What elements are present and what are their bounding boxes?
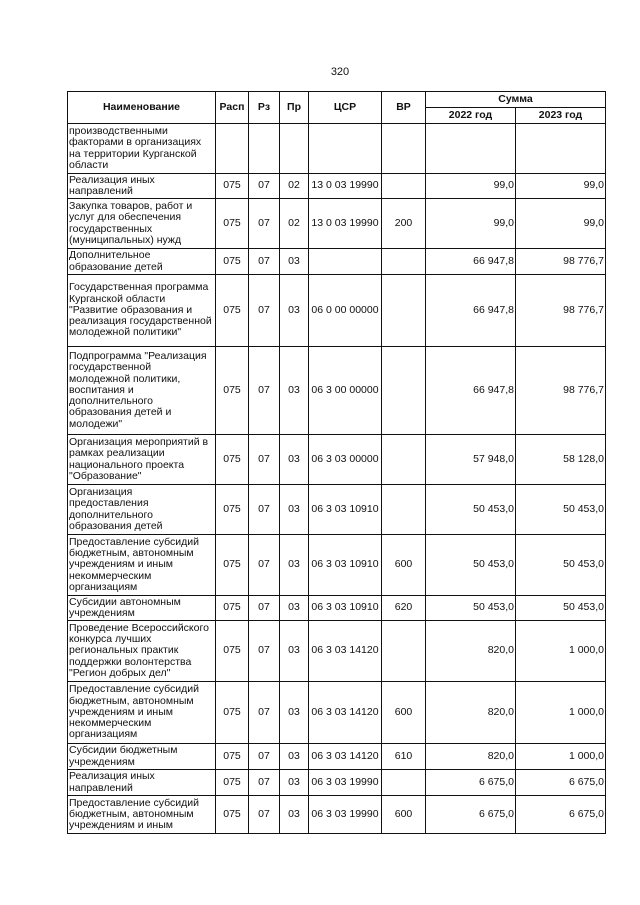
cell-2022 [426, 124, 516, 174]
cell-rasp: 075 [216, 275, 249, 347]
cell-rz: 07 [249, 485, 280, 535]
cell-name: Субсидии автономным учреждениям [68, 596, 216, 621]
cell-name: Предоставление субсидий бюджетным, автономным учреждениям и иным [68, 796, 216, 834]
cell-pr: 03 [280, 770, 309, 796]
cell-pr: 03 [280, 621, 309, 682]
cell-2022: 6 675,0 [426, 770, 516, 796]
cell-vr: 620 [382, 596, 426, 621]
cell-2023: 6 675,0 [516, 796, 606, 834]
cell-rz: 07 [249, 621, 280, 682]
cell-2022: 66 947,8 [426, 275, 516, 347]
cell-2022: 6 675,0 [426, 796, 516, 834]
cell-pr: 03 [280, 744, 309, 770]
header-2023: 2023 год [516, 108, 606, 124]
cell-rasp: 075 [216, 249, 249, 275]
cell-rasp: 075 [216, 347, 249, 435]
cell-rz: 07 [249, 596, 280, 621]
cell-vr [382, 275, 426, 347]
cell-2022: 820,0 [426, 682, 516, 744]
header-rasp: Расп [216, 92, 249, 124]
header-name: Наименование [68, 92, 216, 124]
cell-rz: 07 [249, 744, 280, 770]
table-row [68, 621, 606, 682]
cell-csr: 06 3 03 00000 [309, 435, 382, 485]
cell-2023: 50 453,0 [516, 596, 606, 621]
cell-2022: 99,0 [426, 174, 516, 199]
cell-csr [309, 124, 382, 174]
cell-2022: 820,0 [426, 621, 516, 682]
cell-rasp: 075 [216, 199, 249, 249]
cell-vr [382, 347, 426, 435]
table-row [68, 275, 606, 347]
cell-name: Реализация иных направлений [68, 174, 216, 199]
cell-rasp: 075 [216, 770, 249, 796]
cell-2022: 820,0 [426, 744, 516, 770]
cell-name: Подпрограмма "Реализация государственной молодежной политики, воспитания и дополнительного образования детей и молодежи" [68, 347, 216, 435]
cell-2022: 50 453,0 [426, 535, 516, 596]
table-header [68, 92, 606, 124]
cell-2023 [516, 124, 606, 174]
cell-2022: 50 453,0 [426, 596, 516, 621]
table-row [68, 682, 606, 744]
budget-table [67, 91, 606, 834]
cell-name: Организация предоставления дополнительного образования детей [68, 485, 216, 535]
cell-pr: 03 [280, 535, 309, 596]
cell-name: Предоставление субсидий бюджетным, автономным учреждениям и иным некоммерческим организациям [68, 682, 216, 744]
cell-csr: 06 3 03 19990 [309, 770, 382, 796]
cell-pr: 02 [280, 199, 309, 249]
cell-rz: 07 [249, 174, 280, 199]
cell-vr [382, 174, 426, 199]
cell-csr: 06 3 03 10910 [309, 535, 382, 596]
cell-pr: 03 [280, 485, 309, 535]
header-2022: 2022 год [426, 108, 516, 124]
cell-vr [382, 249, 426, 275]
cell-pr: 03 [280, 796, 309, 834]
table-row [68, 124, 606, 174]
cell-pr: 02 [280, 174, 309, 199]
cell-pr: 03 [280, 249, 309, 275]
page-number: 320 [330, 66, 350, 78]
header-pr: Пр [280, 92, 309, 124]
header-csr: ЦСР [309, 92, 382, 124]
cell-2023: 98 776,7 [516, 275, 606, 347]
cell-2023: 98 776,7 [516, 249, 606, 275]
cell-rz: 07 [249, 275, 280, 347]
cell-pr: 03 [280, 435, 309, 485]
cell-rasp: 075 [216, 485, 249, 535]
cell-rz: 07 [249, 199, 280, 249]
cell-rasp: 075 [216, 682, 249, 744]
cell-csr: 06 3 03 19990 [309, 796, 382, 834]
cell-csr: 13 0 03 19990 [309, 199, 382, 249]
cell-name: Закупка товаров, работ и услуг для обеспечения государственных (муниципальных) нужд [68, 199, 216, 249]
cell-name: Субсидии бюджетным учреждениям [68, 744, 216, 770]
table-row [68, 796, 606, 834]
cell-pr [280, 124, 309, 174]
cell-2023: 1 000,0 [516, 621, 606, 682]
cell-name: Предоставление субсидий бюджетным, автономным учреждениям и иным некоммерческим организациям [68, 535, 216, 596]
cell-csr: 06 3 03 10910 [309, 485, 382, 535]
cell-vr: 610 [382, 744, 426, 770]
table-row [68, 347, 606, 435]
cell-2023: 1 000,0 [516, 682, 606, 744]
cell-csr: 06 3 03 14120 [309, 744, 382, 770]
cell-csr: 06 3 03 14120 [309, 682, 382, 744]
cell-name: Организация мероприятий в рамках реализации национального проекта "Образование" [68, 435, 216, 485]
cell-rasp: 075 [216, 174, 249, 199]
cell-rasp: 075 [216, 621, 249, 682]
cell-name: Проведение Всероссийского конкурса лучших региональных практик поддержки волонтерства "Регион добрых дел" [68, 621, 216, 682]
cell-vr [382, 485, 426, 535]
cell-csr: 06 0 00 00000 [309, 275, 382, 347]
cell-rz: 07 [249, 347, 280, 435]
cell-2022: 99,0 [426, 199, 516, 249]
cell-name: Государственная программа Курганской области "Развитие образования и реализация государственной молодежной политики" [68, 275, 216, 347]
cell-rz: 07 [249, 796, 280, 834]
header-sum: Сумма [426, 92, 606, 108]
cell-rasp [216, 124, 249, 174]
cell-vr: 600 [382, 796, 426, 834]
cell-rz: 07 [249, 770, 280, 796]
cell-rasp: 075 [216, 796, 249, 834]
cell-pr: 03 [280, 275, 309, 347]
cell-2022: 50 453,0 [426, 485, 516, 535]
cell-2023: 99,0 [516, 199, 606, 249]
table-row [68, 535, 606, 596]
cell-rz: 07 [249, 249, 280, 275]
cell-pr: 03 [280, 682, 309, 744]
cell-rasp: 075 [216, 744, 249, 770]
table-row [68, 770, 606, 796]
cell-rz: 07 [249, 435, 280, 485]
cell-vr [382, 124, 426, 174]
cell-2023: 98 776,7 [516, 347, 606, 435]
cell-csr: 06 3 00 00000 [309, 347, 382, 435]
table-row [68, 744, 606, 770]
cell-rz [249, 124, 280, 174]
cell-csr [309, 249, 382, 275]
header-rz: Рз [249, 92, 280, 124]
cell-rasp: 075 [216, 596, 249, 621]
header-vr: ВР [382, 92, 426, 124]
table-row [68, 249, 606, 275]
table-row [68, 199, 606, 249]
cell-vr: 600 [382, 535, 426, 596]
cell-name: Реализация иных направлений [68, 770, 216, 796]
table-row [68, 485, 606, 535]
cell-vr [382, 621, 426, 682]
cell-pr: 03 [280, 347, 309, 435]
cell-2023: 58 128,0 [516, 435, 606, 485]
cell-2022: 57 948,0 [426, 435, 516, 485]
cell-name: Дополнительное образование детей [68, 249, 216, 275]
cell-2023: 6 675,0 [516, 770, 606, 796]
cell-vr [382, 435, 426, 485]
cell-rz: 07 [249, 535, 280, 596]
cell-csr: 13 0 03 19990 [309, 174, 382, 199]
cell-2023: 99,0 [516, 174, 606, 199]
cell-vr [382, 770, 426, 796]
table-row [68, 435, 606, 485]
table-row [68, 596, 606, 621]
cell-csr: 06 3 03 10910 [309, 596, 382, 621]
table-row [68, 174, 606, 199]
cell-rz: 07 [249, 682, 280, 744]
cell-rasp: 075 [216, 535, 249, 596]
cell-2022: 66 947,8 [426, 347, 516, 435]
cell-csr: 06 3 03 14120 [309, 621, 382, 682]
table-body [68, 124, 606, 834]
cell-2023: 50 453,0 [516, 535, 606, 596]
cell-2023: 1 000,0 [516, 744, 606, 770]
cell-rasp: 075 [216, 435, 249, 485]
cell-pr: 03 [280, 596, 309, 621]
cell-name: производственными факторами в организациях на территории Курганской области [68, 124, 216, 174]
cell-vr: 600 [382, 682, 426, 744]
cell-vr: 200 [382, 199, 426, 249]
cell-2023: 50 453,0 [516, 485, 606, 535]
cell-2022: 66 947,8 [426, 249, 516, 275]
